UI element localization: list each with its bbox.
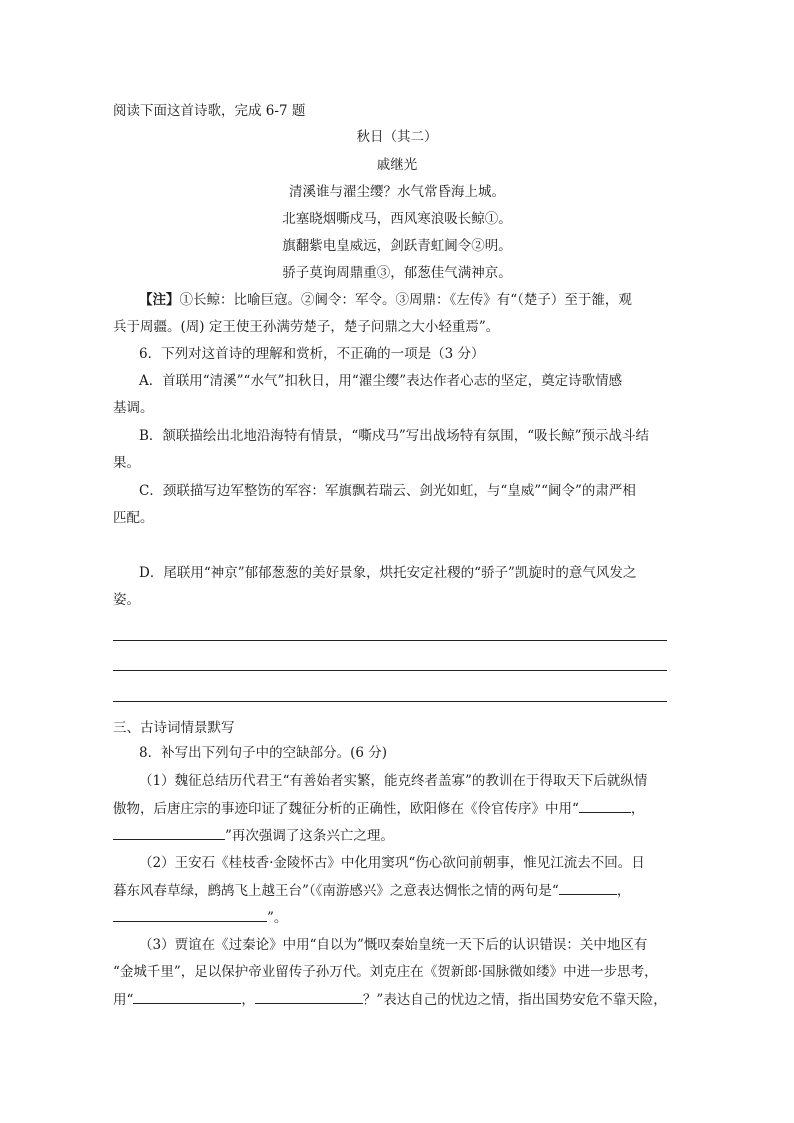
answer-line[interactable] — [113, 640, 667, 641]
item-2-text-cont: 暮东风春草绿，鹧鸪飞上越王台”（《南游感兴》之意表达惆怅之情的两句是“ ， — [113, 880, 630, 901]
option-b-cont: 果。 — [113, 455, 140, 471]
fill-blank[interactable] — [255, 989, 363, 1004]
item-2-text-cont: ”。 — [113, 907, 287, 928]
poem-note-cont: 兵于周疆。(周) 定王使王孙满劳楚子，楚子问鼎之大小轻重焉”。 — [113, 319, 500, 335]
answer-line[interactable] — [113, 670, 667, 671]
note-label: 【注】 — [139, 292, 180, 308]
option-d: D．尾联用“神京”郁郁葱葱的美好景象，烘托安定社稷的“骄子”凯旋时的意气风发之 — [139, 565, 637, 581]
item-1-text-cont: ”再次强调了这条兴亡之理。 — [113, 825, 394, 846]
poem-title: 秋日（其二） — [356, 129, 438, 145]
item-3-text-cont: “金城千里”，足以保护帝业留传子孙万代。刘克庄在《贺新郎·国脉微如缕》中进一步思考， — [113, 964, 658, 980]
fill-blank[interactable] — [133, 989, 241, 1004]
option-a: A．首联用“清溪”“水气”扣秋日，用“濯尘缨”表达作者心志的坚定，奠定诗歌情感 — [139, 373, 623, 389]
option-c-cont: 匹配。 — [113, 510, 154, 526]
option-d-cont: 姿。 — [113, 592, 140, 608]
option-b: B．颔联描绘出北地沿海特有情景，“嘶戍马”写出战场特有氛围，“吸长鲸”预示战斗结 — [139, 428, 650, 444]
option-a-cont: 基调。 — [113, 400, 154, 416]
poem-author: 戚继光 — [376, 157, 418, 173]
item-3-text: （3）贾谊在《过秦论》中用“自以为”慨叹秦始皇统一天下后的认识错误：关中地区有 — [139, 937, 648, 953]
question-8-stem: 8．补写出下列句子中的空缺部分。(6 分) — [139, 745, 388, 761]
note-text: ①长鲸：比喻巨寇。②阃令：军令。③周鼎：《左传》有“（楚子）至于雒，观 — [179, 292, 632, 308]
reading-instruction: 阅读下面这首诗歌，完成 6-7 题 — [113, 103, 306, 119]
fill-blank[interactable] — [113, 825, 225, 840]
answer-line[interactable] — [113, 701, 667, 702]
fill-blank[interactable] — [113, 907, 267, 922]
question-6-stem: 6．下列对这首诗的理解和赏析，不正确的一项是（3 分） — [139, 346, 485, 362]
item-2-text: （2）王安石《桂枝香·金陵怀古》中化用窦巩“伤心欲问前朝事，惟见江流去不回。日 — [139, 855, 645, 871]
poem-line: 骄子莫询周鼎重③，郁葱佳气满神京。 — [282, 265, 512, 281]
section-heading: 三、古诗词情景默写 — [113, 720, 235, 736]
fill-blank[interactable] — [579, 798, 631, 813]
item-1-text-cont: 傲物，后唐庄宗的事迹印证了魏征分析的正确性，欧阳修在《伶官传序》中用“ ， — [113, 798, 644, 819]
poem-line: 北塞晓烟嘶戍马，西风寒浪吸长鲸①。 — [282, 211, 512, 227]
item-3-text-cont: 用“ ， ？”表达自己的忧边之情，指出国势安危不靠天险， — [113, 989, 667, 1010]
fill-blank[interactable] — [559, 880, 617, 895]
poem-line: 清溪谁与濯尘缨？水气常昏海上城。 — [289, 184, 505, 200]
item-1-text: （1）魏征总结历代君王“有善始者实繁，能克终者盖寡”的教训在于得取天下后就纵情 — [139, 773, 648, 789]
poem-note — [139, 290, 632, 310]
poem-line: 旗翻紫电皇威远，剑跃青虹阃令②明。 — [282, 238, 512, 254]
option-c: C．颈联描写边军整饬的军容：军旗飘若瑞云、剑光如虹，与“皇威”“阃令”的肃严相 — [139, 483, 636, 499]
